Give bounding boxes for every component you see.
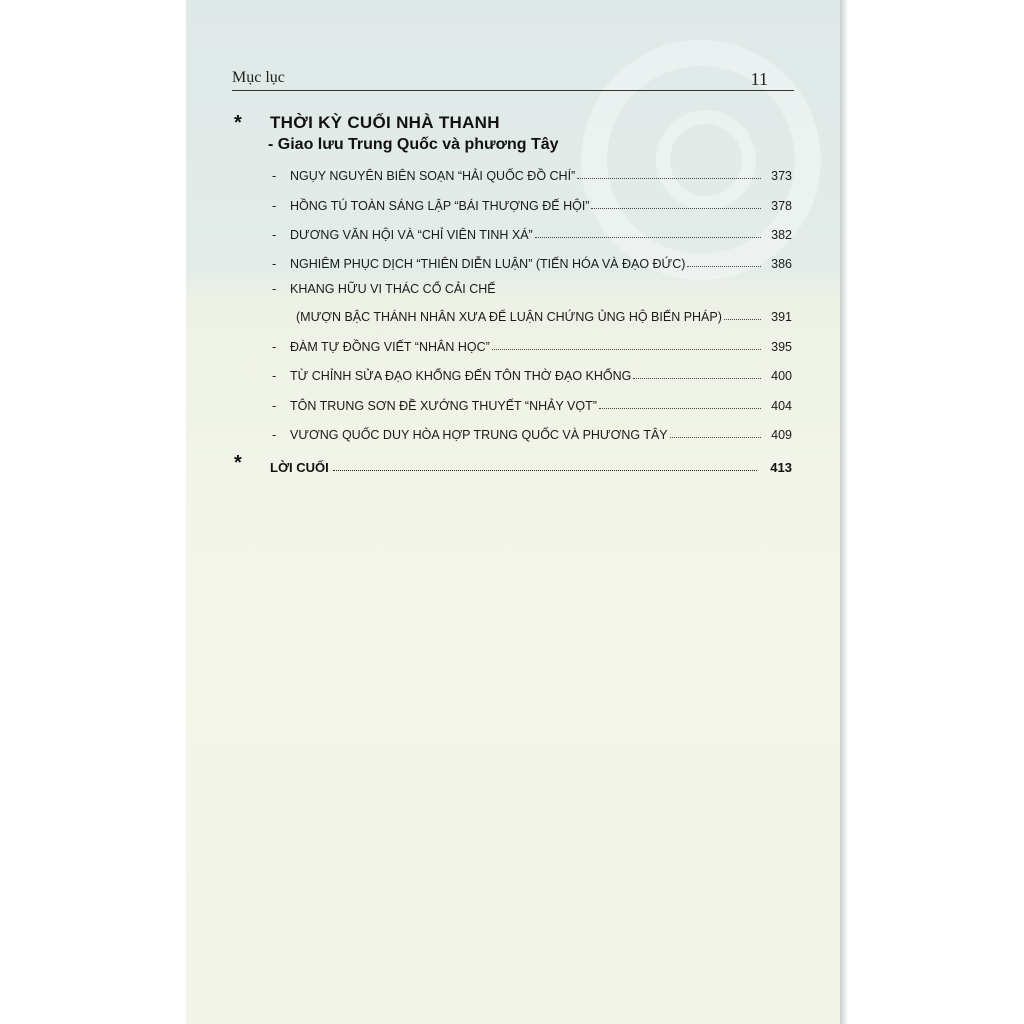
toc-entry[interactable] bbox=[272, 193, 792, 213]
toc-entry[interactable] bbox=[272, 393, 792, 413]
entry-page: 404 bbox=[771, 399, 792, 413]
final-title: LỜI CUỐI bbox=[270, 460, 329, 475]
entry-title: NGHIÊM PHỤC DỊCH “THIÊN DIỄN LUẬN” (TIẾN HÓA VÀ ĐẠO ĐỨC) bbox=[290, 257, 686, 271]
section-subtitle: - Giao lưu Trung Quốc và phương Tây bbox=[268, 136, 559, 153]
leader-dots bbox=[333, 470, 757, 471]
toc-entry[interactable] bbox=[272, 222, 792, 242]
leader-dots bbox=[599, 408, 761, 409]
entry-page: 391 bbox=[771, 310, 792, 324]
final-page: 413 bbox=[770, 460, 792, 475]
entry-title: HỒNG TÚ TOÀN SÁNG LẬP “BÁI THƯỢNG ĐẾ HỘI” bbox=[290, 199, 590, 213]
leader-dots bbox=[591, 208, 761, 209]
leader-dots bbox=[535, 237, 761, 238]
toc-entry[interactable] bbox=[272, 334, 792, 354]
entry-dash: - bbox=[272, 428, 277, 442]
entry-title-line2: (MƯỢN BẬC THÁNH NHÂN XƯA ĐỂ LUẬN CHỨNG ỦNG HỘ BIẾN PHÁP) bbox=[296, 310, 722, 324]
entry-page: 382 bbox=[771, 228, 792, 242]
book-page bbox=[186, 0, 840, 1024]
entry-page: 400 bbox=[771, 369, 792, 383]
entry-dash: - bbox=[272, 257, 277, 271]
toc-entry[interactable] bbox=[272, 251, 792, 271]
entry-dash: - bbox=[272, 169, 277, 183]
leader-dots bbox=[724, 319, 761, 320]
entry-page: 409 bbox=[771, 428, 792, 442]
entry-title: DƯƠNG VĂN HỘI VÀ “CHỈ VIÊN TINH XÁ” bbox=[290, 228, 533, 242]
entry-title: NGỤY NGUYÊN BIÊN SOẠN “HẢI QUỐC ĐỒ CHÍ” bbox=[290, 169, 576, 183]
leader-dots bbox=[492, 349, 761, 350]
toc-entry[interactable] bbox=[272, 363, 792, 383]
entry-title: KHANG HỮU VI THÁC CỔ CẢI CHẾ bbox=[290, 282, 496, 296]
entry-page: 378 bbox=[771, 199, 792, 213]
entry-title: TÔN TRUNG SƠN ĐỀ XƯỚNG THUYẾT “NHẢY VỌT” bbox=[290, 399, 597, 413]
page-number: 11 bbox=[750, 69, 768, 89]
section-title: THỜI KỲ CUỐI NHÀ THANH bbox=[270, 113, 500, 132]
entry-dash: - bbox=[272, 228, 277, 242]
toc-entry-multiline[interactable] bbox=[272, 282, 792, 302]
toc-entry[interactable] bbox=[272, 422, 792, 442]
toc-final-entry[interactable] bbox=[270, 453, 792, 475]
page-edge-shadow bbox=[840, 0, 848, 1024]
entry-page: 373 bbox=[771, 169, 792, 183]
entry-dash: - bbox=[272, 369, 277, 383]
entry-title: TỪ CHỈNH SỬA ĐẠO KHỔNG ĐẾN TÔN THỜ ĐẠO KHỔNG bbox=[290, 369, 632, 383]
entry-page: 386 bbox=[771, 257, 792, 271]
entry-title: ĐÀM TỰ ĐỒNG VIẾT “NHÂN HỌC” bbox=[290, 340, 490, 354]
final-bullet: * bbox=[234, 452, 242, 474]
section-bullet: * bbox=[234, 112, 242, 134]
leader-dots bbox=[670, 437, 761, 438]
entry-dash: - bbox=[272, 340, 277, 354]
header-title: Mục lục bbox=[232, 69, 285, 86]
entry-dash: - bbox=[272, 199, 277, 213]
leader-dots bbox=[633, 378, 761, 379]
leader-dots bbox=[577, 178, 761, 179]
leader-dots bbox=[687, 266, 761, 267]
entry-dash: - bbox=[272, 399, 277, 413]
toc-entry[interactable] bbox=[272, 163, 792, 183]
entry-page: 395 bbox=[771, 340, 792, 354]
entry-title: VƯƠNG QUỐC DUY HÒA HỢP TRUNG QUỐC VÀ PHƯƠNG TÂY bbox=[290, 428, 668, 442]
bleed-through-text bbox=[224, 390, 824, 1010]
running-header bbox=[232, 66, 794, 91]
entry-dash: - bbox=[272, 282, 277, 296]
toc-entry-continuation[interactable] bbox=[296, 304, 792, 324]
